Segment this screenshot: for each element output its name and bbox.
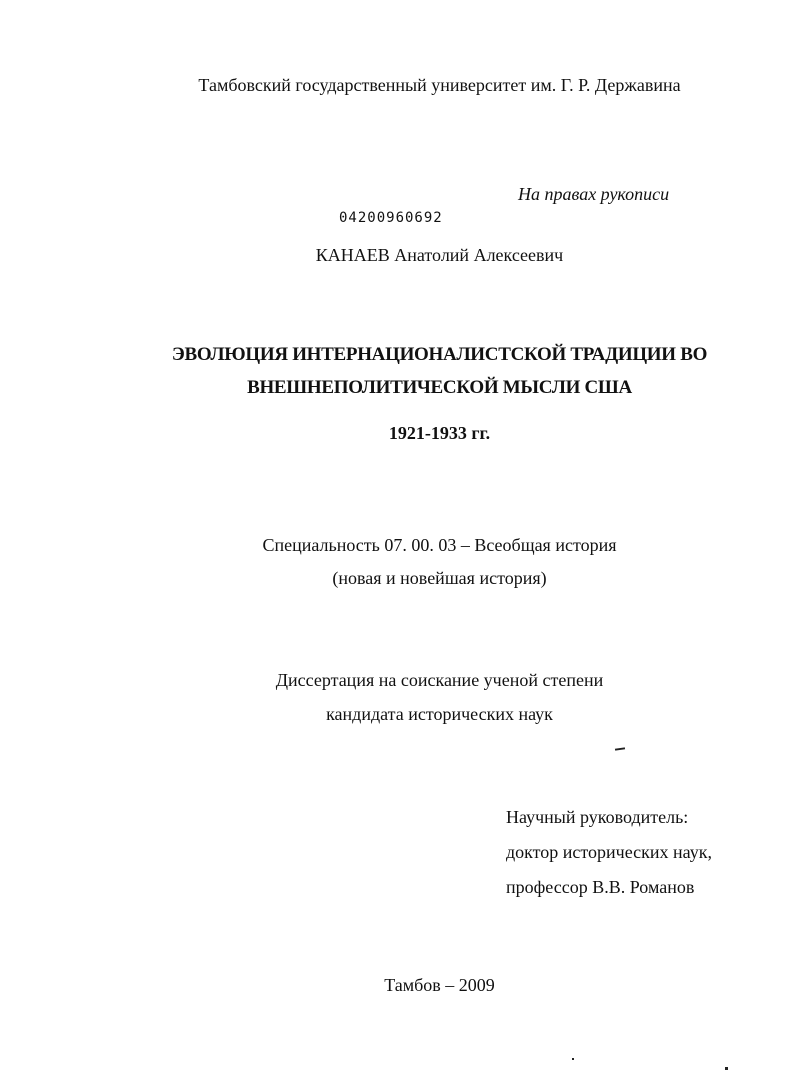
city-year: Тамбов – 2009 (384, 975, 495, 995)
title-years: 1921-1933 гг. (388, 423, 491, 443)
document-code: 04200960692 (339, 210, 443, 226)
scan-dot (572, 1058, 574, 1060)
scan-dot (725, 1067, 728, 1070)
specialty-line-1: Специальность 07. 00. 03 – Всеобщая история (262, 535, 617, 555)
dissertation-degree-line-1: Диссертация на соискание ученой степени (275, 670, 604, 690)
university-name: Тамбовский государственный университет им. Г. Р. Державина (198, 75, 681, 95)
specialty-line-2: (новая и новейшая история) (332, 568, 547, 588)
supervisor-name: профессор В.В. Романов (506, 877, 695, 897)
manuscript-rights-note: На правах рукописи (518, 184, 670, 204)
supervisor-degree: доктор исторических наук, (506, 842, 712, 862)
dissertation-degree-line-2: кандидата исторических наук (326, 704, 553, 724)
dissertation-title-line-1: ЭВОЛЮЦИЯ ИНТЕРНАЦИОНАЛИСТСКОЙ ТРАДИЦИИ ВО (171, 344, 708, 365)
author-name: КАНАЕВ Анатолий Алексеевич (315, 245, 564, 265)
scan-mark (615, 747, 625, 750)
supervisor-label: Научный руководитель: (506, 807, 689, 827)
dissertation-title-line-2: ВНЕШНЕПОЛИТИЧЕСКОЙ МЫСЛИ США (247, 377, 632, 398)
